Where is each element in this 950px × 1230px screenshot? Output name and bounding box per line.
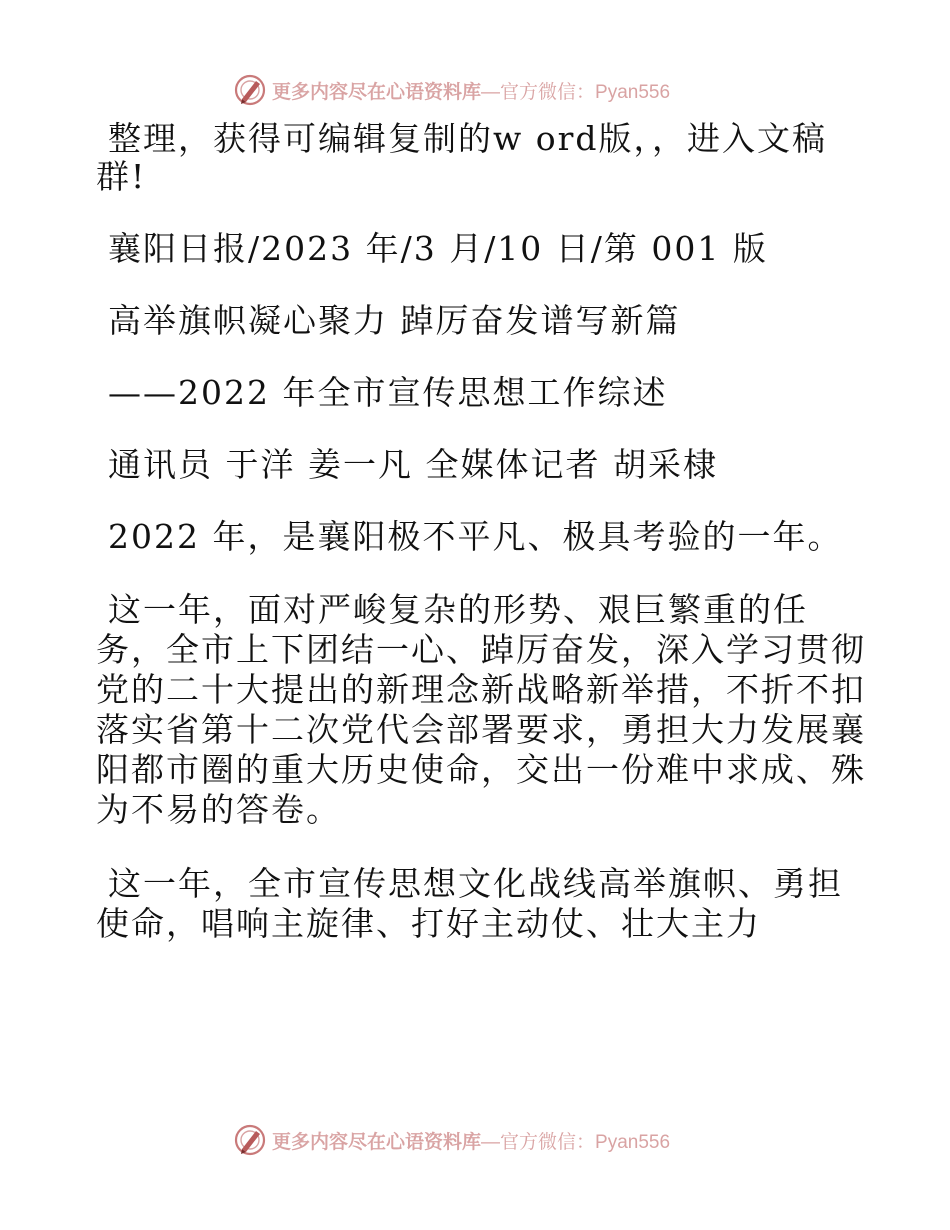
intro-paragraph [96,120,856,196]
intro-line: 整理，获得可编辑复制的w ord版，，进入文稿 [108,119,828,158]
paragraph-line: 2022 年，是襄阳极不平凡、极具考验的一年。 [108,517,843,556]
paragraph-line: 这一年，全市宣传思想文化战线高举旗帜、勇担 [108,864,843,903]
paragraph-line: 落实省第十二次党代会部署要求，勇担大力发展襄 [96,710,866,749]
header-banner-text: 更多内容尽在心语资料库 [272,80,482,103]
pen-logo-icon [232,72,268,108]
subtitle-text: ——2022 年全市宣传思想工作综述 [108,373,668,412]
paragraph-line: 党的二十大提出的新理念新战略新举措，不折不扣 [96,670,866,709]
article-subtitle [96,374,856,412]
source-text: 襄阳日报/2023 年/3 月/10 日/第 001 版 [108,229,768,268]
title-text: 高举旗帜凝心聚力 踔厉奋发谱写新篇 [108,301,681,340]
article-title [96,302,856,340]
paragraph-3 [96,864,856,944]
footer-banner-wechat: —官方微信：Pyan556 [481,1131,671,1153]
header-banner-wechat: —官方微信：Pyan556 [481,81,671,103]
footer-banner-text: 更多内容尽在心语资料库 [272,1130,482,1153]
header-watermark-banner [232,70,712,110]
paragraph-line: 为不易的答卷。 [96,790,341,829]
paragraph-2 [96,590,866,830]
byline [96,446,856,484]
intro-line: 群! [96,157,147,196]
byline-text: 通讯员 于洋 姜一凡 全媒体记者 胡采棣 [108,445,718,484]
paragraph-1 [96,518,856,556]
pen-logo-icon [232,1122,268,1158]
footer-watermark-banner [232,1120,712,1160]
source-line [96,230,856,268]
paragraph-line: 使命，唱响主旋律、打好主动仗、壮大主力 [96,904,761,943]
paragraph-line: 阳都市圈的重大历史使命，交出一份难中求成、殊 [96,750,866,789]
paragraph-line: 务，全市上下团结一心、踔厉奋发，深入学习贯彻 [96,630,866,669]
paragraph-line: 这一年，面对严峻复杂的形势、艰巨繁重的任 [108,590,808,629]
document-body [96,119,866,978]
